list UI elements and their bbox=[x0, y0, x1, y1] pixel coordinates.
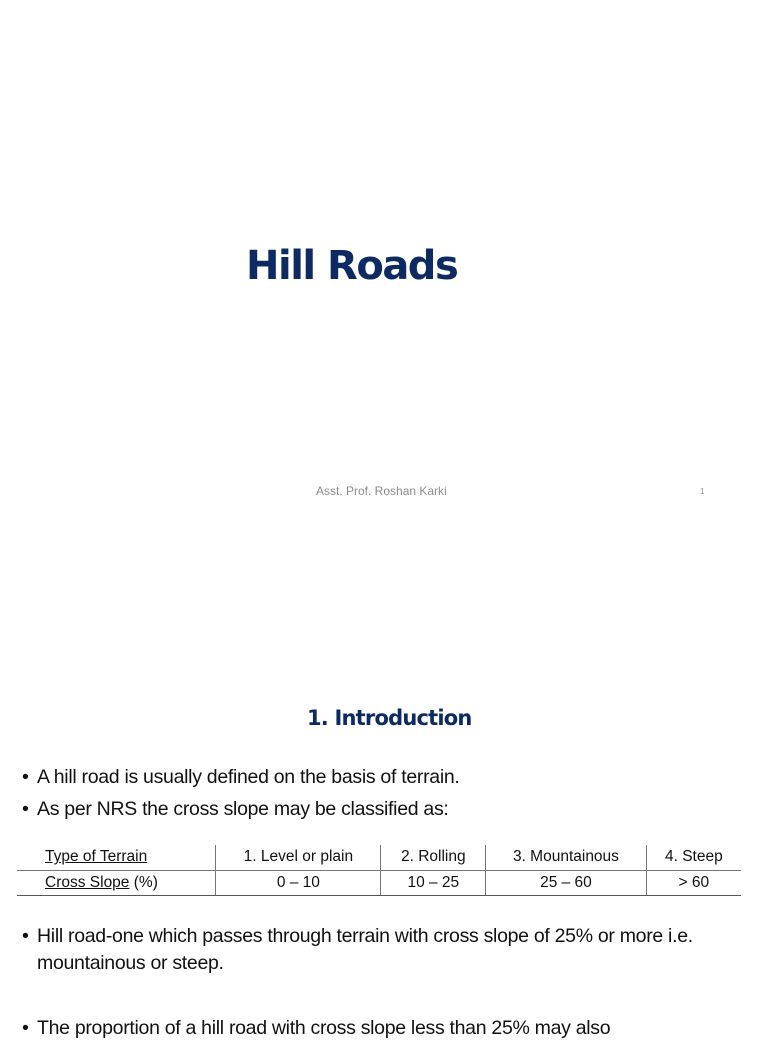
bullet-item bbox=[22, 1015, 752, 1042]
bullet-item bbox=[22, 796, 752, 823]
bullet-dot-icon: • bbox=[22, 925, 29, 947]
bullet-text: Hill road-one which passes through terrain with cross slope of 25% or more i.e. mountainous or steep. bbox=[37, 925, 693, 974]
slide-page-number: 1 bbox=[700, 487, 705, 496]
row-header: Type of Terrain bbox=[17, 845, 216, 870]
bullet-dot-icon: • bbox=[22, 798, 29, 820]
table-row bbox=[17, 870, 741, 895]
table-cell: 3. Mountainous bbox=[486, 845, 647, 870]
slide-footer-author: Asst. Prof. Roshan Karki bbox=[316, 484, 447, 498]
slide-2 bbox=[0, 640, 768, 1039]
bullet-text: As per NRS the cross slope may be classified as: bbox=[37, 798, 449, 820]
row-header: Cross Slope (%) bbox=[17, 870, 216, 895]
table-cell: 25 – 60 bbox=[486, 870, 647, 895]
bullet-dot-icon: • bbox=[22, 766, 29, 788]
table-cell: 2. Rolling bbox=[381, 845, 486, 870]
terrain-classification-table bbox=[17, 845, 741, 896]
table-cell: 1. Level or plain bbox=[216, 845, 381, 870]
table-row bbox=[17, 845, 741, 870]
slide-title: Hill Roads bbox=[246, 243, 458, 289]
table-cell: 0 – 10 bbox=[216, 870, 381, 895]
bullet-text: A hill road is usually defined on the basis of terrain. bbox=[37, 766, 460, 788]
bullet-item bbox=[22, 923, 752, 977]
section-title: 1. Introduction bbox=[307, 706, 472, 730]
table-cell: 10 – 25 bbox=[381, 870, 486, 895]
bullet-text: The proportion of a hill road with cross slope less than 25% may also bbox=[37, 1017, 611, 1039]
table-cell: 4. Steep bbox=[646, 845, 741, 870]
bullet-item bbox=[22, 764, 752, 791]
bullet-dot-icon: • bbox=[22, 1017, 29, 1039]
table-cell: > 60 bbox=[646, 870, 741, 895]
